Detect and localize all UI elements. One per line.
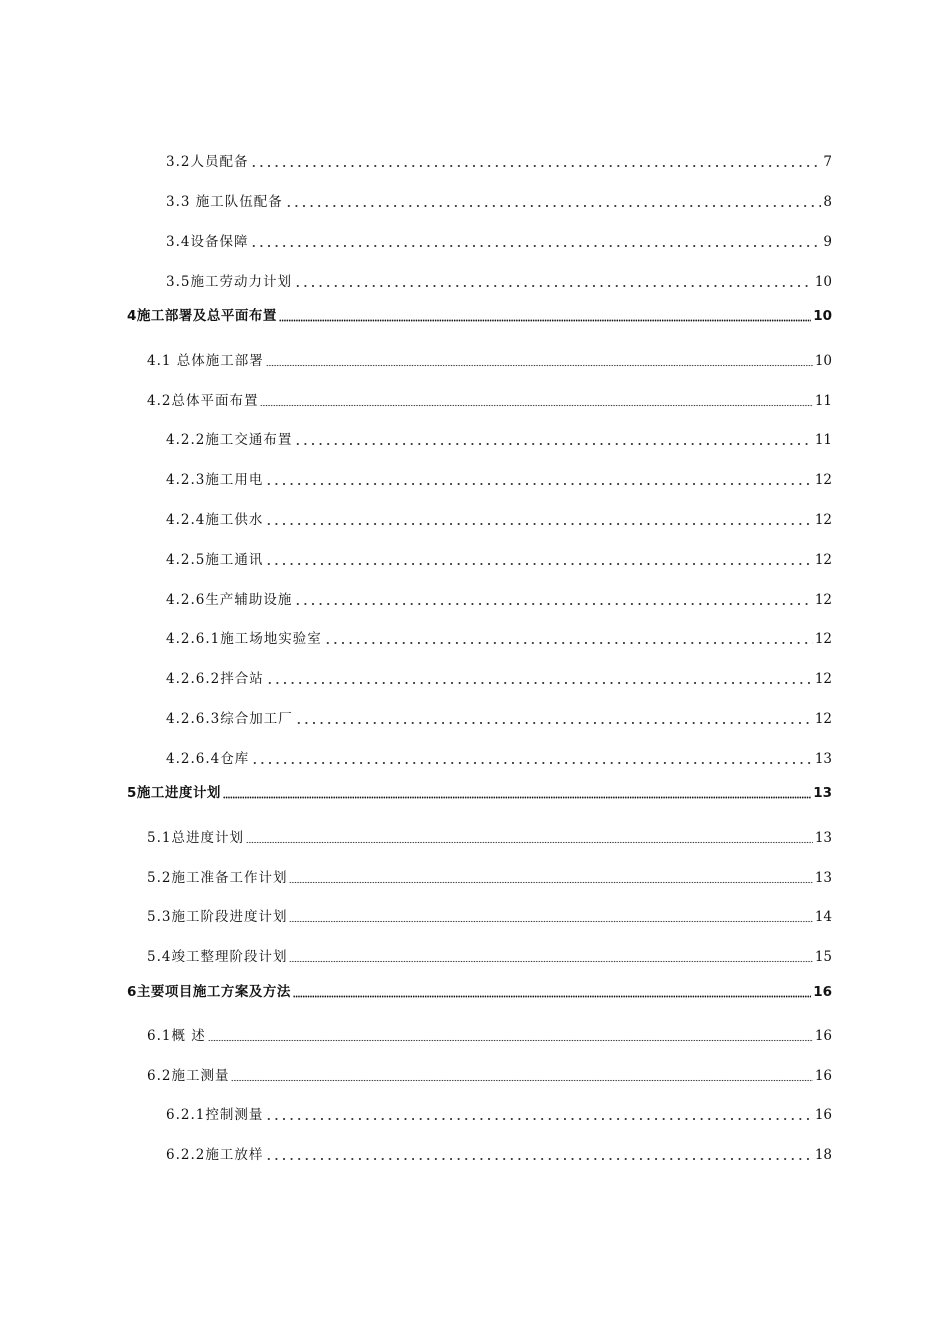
toc-entry-page: 12 xyxy=(814,552,832,568)
toc-entry[interactable] xyxy=(166,193,832,211)
toc-entry-title: 5.1总进度计划 xyxy=(147,830,244,846)
toc-entry[interactable] xyxy=(147,869,832,887)
toc-entry-page: 12 xyxy=(814,711,832,727)
toc-leader-dots xyxy=(266,671,813,685)
toc-entry-title: 4.2.6.3综合加工厂 xyxy=(166,711,293,727)
toc-heading-entry[interactable] xyxy=(127,983,832,1001)
toc-leader-dots xyxy=(251,751,813,765)
toc-leader-dots xyxy=(266,353,813,367)
toc-leader-dots xyxy=(265,472,812,486)
toc-entry-title: 4.2.2施工交通布置 xyxy=(166,432,293,448)
toc-entry-page: 12 xyxy=(814,472,832,488)
toc-entry[interactable] xyxy=(147,1067,832,1085)
toc-entry-page: 10 xyxy=(814,353,832,369)
toc-entry-page: 10 xyxy=(813,308,832,324)
toc-entry[interactable] xyxy=(166,471,832,489)
toc-entry-page: 12 xyxy=(814,512,832,528)
toc-entry-title: 4.2.6生产辅助设施 xyxy=(166,592,293,608)
toc-leader-dots xyxy=(260,393,812,407)
toc-entry-page: 12 xyxy=(814,592,832,608)
toc-heading-entry[interactable] xyxy=(127,307,832,325)
toc-entry[interactable] xyxy=(166,273,832,291)
toc-entry-title: 5.2施工准备工作计划 xyxy=(147,870,288,886)
toc-leader-dots xyxy=(294,432,812,446)
toc-entry-title: 4.2.5施工通讯 xyxy=(166,552,264,568)
toc-entry-page: 13 xyxy=(814,751,832,767)
toc-entry[interactable] xyxy=(147,948,832,966)
toc-entry-title: 5施工进度计划 xyxy=(127,785,221,801)
toc-entry-page: 8 xyxy=(823,194,832,210)
toc-entry-page: 13 xyxy=(814,870,832,886)
toc-entry[interactable] xyxy=(166,1146,832,1164)
toc-entry-page: 16 xyxy=(814,1028,832,1044)
toc-entry-title: 4施工部署及总平面布置 xyxy=(127,308,277,324)
toc-entry[interactable] xyxy=(166,750,832,768)
toc-entry[interactable] xyxy=(147,392,832,410)
toc-leader-dots xyxy=(289,949,812,963)
toc-entry[interactable] xyxy=(147,829,832,847)
toc-entry[interactable] xyxy=(166,233,832,251)
toc-entry-title: 6主要项目施工方案及方法 xyxy=(127,984,291,1000)
toc-entry-title: 3.5施工劳动力计划 xyxy=(166,274,292,290)
toc-entry-title: 6.2.2施工放样 xyxy=(166,1147,264,1163)
toc-leader-dots xyxy=(294,274,813,288)
toc-entry-page: 13 xyxy=(814,830,832,846)
toc-leader-dots xyxy=(295,711,813,725)
toc-entry-page: 10 xyxy=(814,274,832,290)
toc-entry-page: 11 xyxy=(814,432,832,448)
toc-leader-dots xyxy=(250,234,821,248)
toc-entry-title: 4.2.6.4仓库 xyxy=(166,751,250,767)
toc-leader-dots xyxy=(324,631,813,645)
toc-entry-page: 11 xyxy=(814,393,832,409)
toc-entry-page: 18 xyxy=(814,1147,832,1163)
toc-leader-dots xyxy=(279,308,811,322)
toc-entry[interactable] xyxy=(147,352,832,370)
toc-leader-dots xyxy=(289,870,812,884)
toc-entry[interactable] xyxy=(166,591,832,609)
toc-leader-dots xyxy=(265,1147,812,1161)
toc-entry-title: 5.4竣工整理阶段计划 xyxy=(147,949,288,965)
toc-entry-title: 3.2人员配备 xyxy=(166,154,249,170)
toc-entry-page: 12 xyxy=(814,631,832,647)
toc-entry-title: 3.3 施工队伍配备 xyxy=(166,194,283,210)
toc-leader-dots xyxy=(289,909,812,923)
toc-entry[interactable] xyxy=(166,153,832,171)
toc-leader-dots xyxy=(208,1028,813,1042)
toc-leader-dots xyxy=(250,154,821,168)
toc-entry-page: 16 xyxy=(814,1068,832,1084)
toc-entry-title: 4.1 总体施工部署 xyxy=(147,353,264,369)
toc-entry-page: 14 xyxy=(814,909,832,925)
toc-entry[interactable] xyxy=(166,551,832,569)
toc-leader-dots xyxy=(265,512,812,526)
toc-leader-dots xyxy=(294,592,812,606)
toc-entry-page: 12 xyxy=(814,671,832,687)
toc-entry-page: 16 xyxy=(814,1107,832,1123)
toc-entry-page: 13 xyxy=(813,785,832,801)
toc-leader-dots xyxy=(285,194,822,208)
toc-entry[interactable] xyxy=(166,630,832,648)
toc-entry[interactable] xyxy=(166,431,832,449)
toc-leader-dots xyxy=(265,1107,812,1121)
toc-entry-title: 5.3施工阶段进度计划 xyxy=(147,909,288,925)
toc-entry-title: 4.2.6.2拌合站 xyxy=(166,671,264,687)
toc-entry-page: 16 xyxy=(813,984,832,1000)
toc-leader-dots xyxy=(231,1068,812,1082)
toc-entry[interactable] xyxy=(147,1027,832,1045)
toc-entry-page: 7 xyxy=(823,154,832,170)
toc-leader-dots xyxy=(223,785,811,799)
toc-entry-title: 3.4设备保障 xyxy=(166,234,249,250)
toc-entry-title: 6.2施工测量 xyxy=(147,1068,230,1084)
toc-entry-title: 6.2.1控制测量 xyxy=(166,1107,264,1123)
toc-entry[interactable] xyxy=(166,710,832,728)
toc-entry-title: 4.2.4施工供水 xyxy=(166,512,264,528)
toc-leader-dots xyxy=(265,552,812,566)
toc-entry-title: 6.1概 述 xyxy=(147,1028,206,1044)
toc-entry-title: 4.2总体平面布置 xyxy=(147,393,259,409)
toc-entry[interactable] xyxy=(147,908,832,926)
toc-leader-dots xyxy=(293,984,811,998)
toc-entry[interactable] xyxy=(166,670,832,688)
toc-entry-title: 4.2.3施工用电 xyxy=(166,472,264,488)
toc-entry[interactable] xyxy=(166,511,832,529)
toc-entry-title: 4.2.6.1施工场地实验室 xyxy=(166,631,322,647)
toc-leader-dots xyxy=(246,830,813,844)
toc-entry[interactable] xyxy=(166,1106,832,1124)
toc-heading-entry[interactable] xyxy=(127,784,832,802)
toc-entry-page: 9 xyxy=(823,234,832,250)
toc-entry-page: 15 xyxy=(814,949,832,965)
